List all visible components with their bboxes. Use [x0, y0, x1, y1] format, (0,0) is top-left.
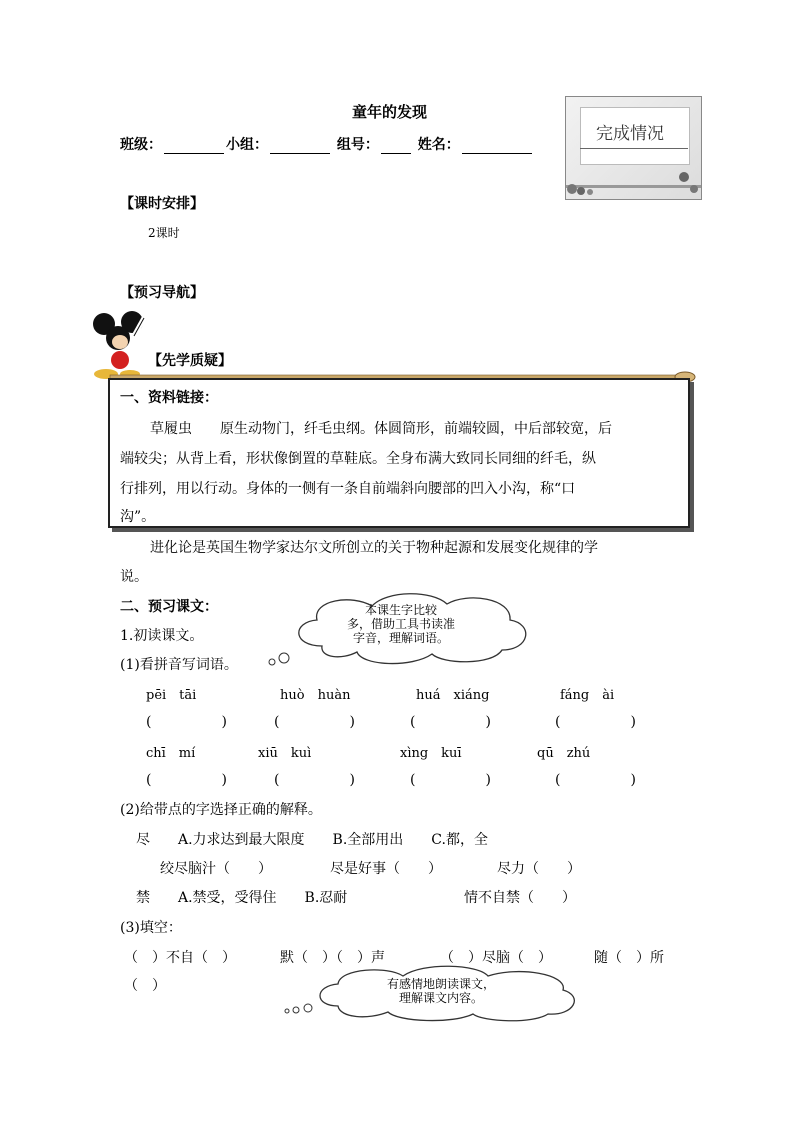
jin2-definitions: 禁 A.禁受，受得住 B.忍耐	[136, 890, 348, 906]
pinyin-item: xiū kuì	[258, 746, 312, 761]
cloud2-line: 理解课文内容。	[398, 991, 483, 1005]
pinyin-item: chī mí	[146, 746, 196, 761]
pre-question-heading: 【先学质疑】	[148, 353, 232, 369]
fill-tail[interactable]: （ ）	[124, 978, 166, 994]
cloud1-line: 多，借助工具书读准	[346, 617, 455, 631]
answer-parens[interactable]: ( )	[410, 772, 491, 788]
fill-item[interactable]: 随（ ）所	[594, 950, 664, 966]
jin-item[interactable]: 尽力（ ）	[497, 861, 581, 877]
sub-1: (1)看拼音写词语。	[120, 657, 238, 673]
jin2-item[interactable]: 情不自禁（ ）	[464, 890, 576, 906]
pinyin-item: pēi tāi	[146, 688, 197, 703]
material-line-3: 行排列，用以行动。身体的一侧有一条自前端斜向腰部的凹入小沟，称“口	[120, 481, 576, 497]
stamp-line	[580, 148, 688, 149]
fill-item[interactable]: 默（ ）（ ）声	[280, 950, 385, 966]
answer-parens[interactable]: ( )	[555, 714, 636, 730]
cloud2-text	[356, 977, 526, 1005]
completion-stamp	[565, 96, 702, 200]
cloud1-line: 本课生字比较	[364, 603, 437, 617]
sub-3: (3)填空：	[120, 920, 182, 936]
evolution-line-1: 进化论是英国生物学家达尔文所创立的关于物种起源和发展变化规律的学	[150, 540, 598, 556]
pinyin-item: huá xiáng	[416, 688, 490, 703]
group-blank[interactable]	[270, 139, 330, 154]
jin-item[interactable]: 绞尽脑汁（ ）	[160, 861, 272, 877]
name-blank[interactable]	[462, 139, 532, 154]
answer-parens[interactable]: ( )	[274, 772, 355, 788]
answer-parens[interactable]: ( )	[410, 714, 491, 730]
material-line-4: 沟”。	[120, 509, 156, 525]
part2-heading: 二、预习课文：	[120, 599, 218, 615]
material-heading: 一、资料链接：	[120, 390, 218, 406]
evolution-line-2: 说。	[120, 569, 148, 585]
answer-parens[interactable]: ( )	[146, 714, 227, 730]
stamp-decoration-icon	[566, 167, 701, 199]
pinyin-item: xìng kuī	[400, 746, 462, 761]
page-title: 童年的发现	[352, 103, 428, 121]
item-1: 1.初读课文。	[120, 628, 204, 644]
jin-definitions: 尽 A.力求达到最大限度 B.全部用出 C.都，全	[136, 832, 488, 848]
pinyin-item: fáng ài	[560, 688, 615, 703]
fill-item[interactable]: （ ）尽脑（ ）	[440, 950, 552, 966]
class-blank[interactable]	[164, 139, 224, 154]
student-info-line	[120, 134, 534, 154]
pinyin-item: huò huàn	[280, 688, 351, 703]
group-no-blank[interactable]	[381, 139, 411, 154]
answer-parens[interactable]: ( )	[274, 714, 355, 730]
sub-2: (2)给带点的字选择正确的解释。	[120, 802, 322, 818]
group-label: 小组：	[226, 137, 268, 153]
preview-heading: 【预习导航】	[120, 285, 204, 301]
name-label: 姓名：	[417, 137, 460, 153]
jin-item[interactable]: 尽是好事（ ）	[330, 861, 442, 877]
cloud1-text	[336, 603, 466, 645]
class-label: 班级：	[120, 137, 162, 153]
material-line-2: 端较尖；从背上看，形状像倒置的草鞋底。全身布满大致同长同细的纤毛，纵	[120, 451, 596, 467]
cloud2-line: 有感情地朗读课文，	[386, 977, 495, 991]
material-line-1: 草履虫 原生动物门，纤毛虫纲。体圆筒形，前端较圆，中后部较宽，后	[150, 421, 612, 437]
schedule-heading: 【课时安排】	[120, 196, 204, 212]
fill-item[interactable]: （ ）不自（ ）	[124, 950, 236, 966]
stamp-label: 完成情况	[596, 124, 664, 144]
schedule-value: 2课时	[148, 226, 180, 240]
answer-parens[interactable]: ( )	[555, 772, 636, 788]
cloud1-line: 字音，理解词语。	[352, 631, 449, 645]
group-no-label: 组号：	[336, 137, 379, 153]
answer-parens[interactable]: ( )	[146, 772, 227, 788]
pinyin-item: qū zhú	[537, 746, 591, 761]
